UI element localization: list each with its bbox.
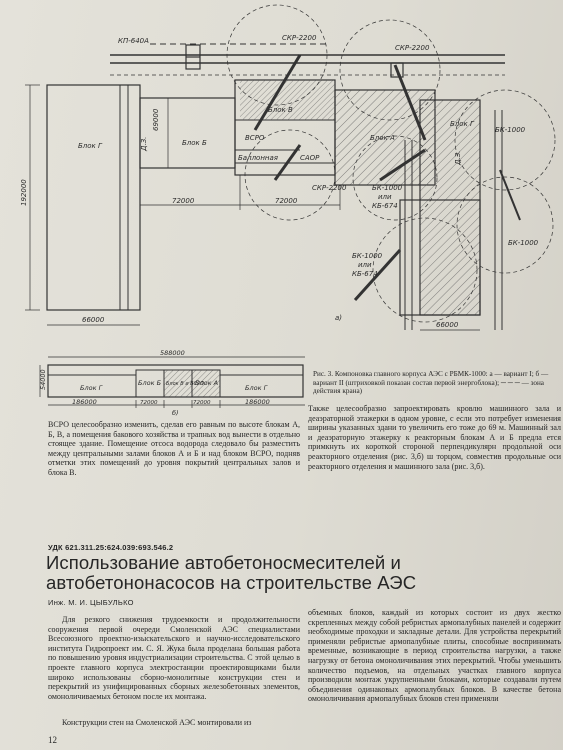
label-ballon: Баллонная	[238, 154, 278, 162]
label-bk-3: БК-1000	[508, 239, 539, 247]
label-bk-1: БК-1000	[495, 126, 526, 134]
page-number: 12	[48, 735, 57, 745]
label-subfig-b: б)	[172, 409, 179, 417]
label-bk-2: БК-1000	[372, 184, 403, 192]
dim-186000-a: 186000	[72, 398, 97, 406]
label-block-v: Блок В	[268, 106, 293, 114]
label-skr-1: СКР-2200	[282, 34, 317, 42]
article-author: Инж. М. И. ЦЫБУЛЬКО	[48, 598, 134, 607]
dim-588000: 588000	[160, 349, 185, 357]
label-bk-4: БК-1000	[352, 252, 383, 260]
dim-72000-a: 72000	[172, 197, 195, 205]
label-kb-1: КБ-674	[372, 202, 398, 210]
upper-left-paragraph: ВСРО целесообразно изменить, сделав его равным по высоте блокам А, Б, В, а помещения бакового хозяйства и трапных вод вынести в отдельно стоящее здание. Помещение отсоса водорода следовало бы разместить между центральными залами блоков А и Б и над блоком ВСРО, подняв отметки этих помещений до уровня покрытий центральных залов и блока В.	[48, 420, 300, 477]
label-dz-1: Д.З.	[140, 136, 148, 151]
upper-right-paragraph: Также целесообразно запроектировать кровлю машинного зала и деаэраторной этажерки в одном уровне, с если это потребует изменения ширины указанных здани то увеличить его тоже до 69 м. Машинный зал и деаэраторную этажерку к реакторным блокам А и Б предла ется примкнуть их короткой стороной перпендикулярн продольной оси реакторного отделения (рис. 3,б) ш торцом, совместив продольные оси реакторного отделения и машинного зала (рис. 3,б).	[308, 404, 561, 471]
sec-block-b: Блок Б	[138, 379, 162, 387]
label-or-1: или	[378, 193, 392, 201]
label-subfig-a: а)	[335, 314, 343, 322]
dim-72000-c: 72000	[140, 400, 158, 406]
label-saor: САОР	[300, 154, 320, 162]
label-skr-3: СКР-2200	[312, 184, 347, 192]
dim-66000-a: 66000	[82, 316, 105, 324]
label-block-g-right: Блок Г	[450, 120, 474, 128]
sec-block-g: Блок Г	[80, 384, 103, 392]
plan-view-a	[25, 5, 555, 330]
sec-block-a: Блок А	[195, 379, 219, 387]
label-or-2: или	[358, 261, 372, 269]
body-left-paragraph-1: Для резкого снижения трудоемкости и продолжительности сооружения первой очереди Смоленской АЭС специалистами Всесоюзного проектно-изыскательского и научно-исследовательского института Гидропроект им. С. Я. Жука была проделана большая работа по повышению уровня индустриализации строительства. С этой целью в проекте главного корпуса электростанции проектировщиками были широко использованы сборно-монолитные конструкции стен и перекрытий из унифицированных сборных железобетонных элементов, омоноличиваемых бетоном после их монтажа.	[48, 615, 300, 701]
label-vsro: ВСРО	[245, 134, 265, 142]
body-left-paragraph-2: Конструкции стен на Смоленской АЭС монтировали из	[62, 718, 252, 727]
dim-192000: 192000	[20, 179, 28, 206]
label-block-g: Блок Г	[78, 142, 102, 150]
label-kb-2: КБ-674	[352, 270, 378, 278]
figure-caption: Рис. 3. Компоновка главного корпуса АЭС с РБМК-1000: а — вариант I; б — вариант II (штриховкой показан состав первой энергоблока); ─ ─ ─ — зона действия крана)	[313, 370, 549, 396]
dim-72000-d: 72000	[193, 400, 211, 406]
article-title: Использование автобетоносмесителей и автобетононасосов на строительстве АЭС	[46, 552, 417, 593]
dim-69000: 69000	[152, 108, 160, 131]
dim-66000-b: 66000	[436, 321, 459, 329]
dim-186000-b: 186000	[245, 398, 270, 406]
sec-block-v: Блок В и ВСРО	[166, 381, 205, 387]
label-kp-640a: КП-640А	[118, 37, 149, 45]
section-labels	[39, 349, 270, 417]
dim-72000-b: 72000	[275, 197, 298, 205]
body-right-paragraph: объемных блоков, каждый из которых состоит из двух жестко скрепленных между собой ребристых армопалубных панелей и содержит необходимые проходки и закладные детали. Для устройства перекрытий применяли ребристые армопалубные плиты, способные воспринимать временные, возникающие в период строительства нагрузки, а также нагрузку от бетона омоноличивания этих перекрытий. Чтобы уменьшить количество подъемов, на отдельных участках главного корпуса производили монтаж укрупненными блоками, которые создавали путем объединения одинаковых армопалубных блоков. В качестве бетона омоноличивания армопалубных блоков стен применяли	[308, 608, 561, 704]
dim-54000: 54000	[39, 369, 47, 390]
crane-kp	[186, 45, 403, 77]
sec-block-g-right: Блок Г	[245, 384, 268, 392]
udk-code: УДК 621.311.25:624.039:693.546.2	[48, 543, 174, 552]
label-skr-2: СКР-2200	[395, 44, 430, 52]
label-block-a: Блок А	[370, 134, 395, 142]
label-dz-2: Д.З.	[454, 150, 462, 165]
label-block-b: Блок Б	[182, 139, 207, 147]
